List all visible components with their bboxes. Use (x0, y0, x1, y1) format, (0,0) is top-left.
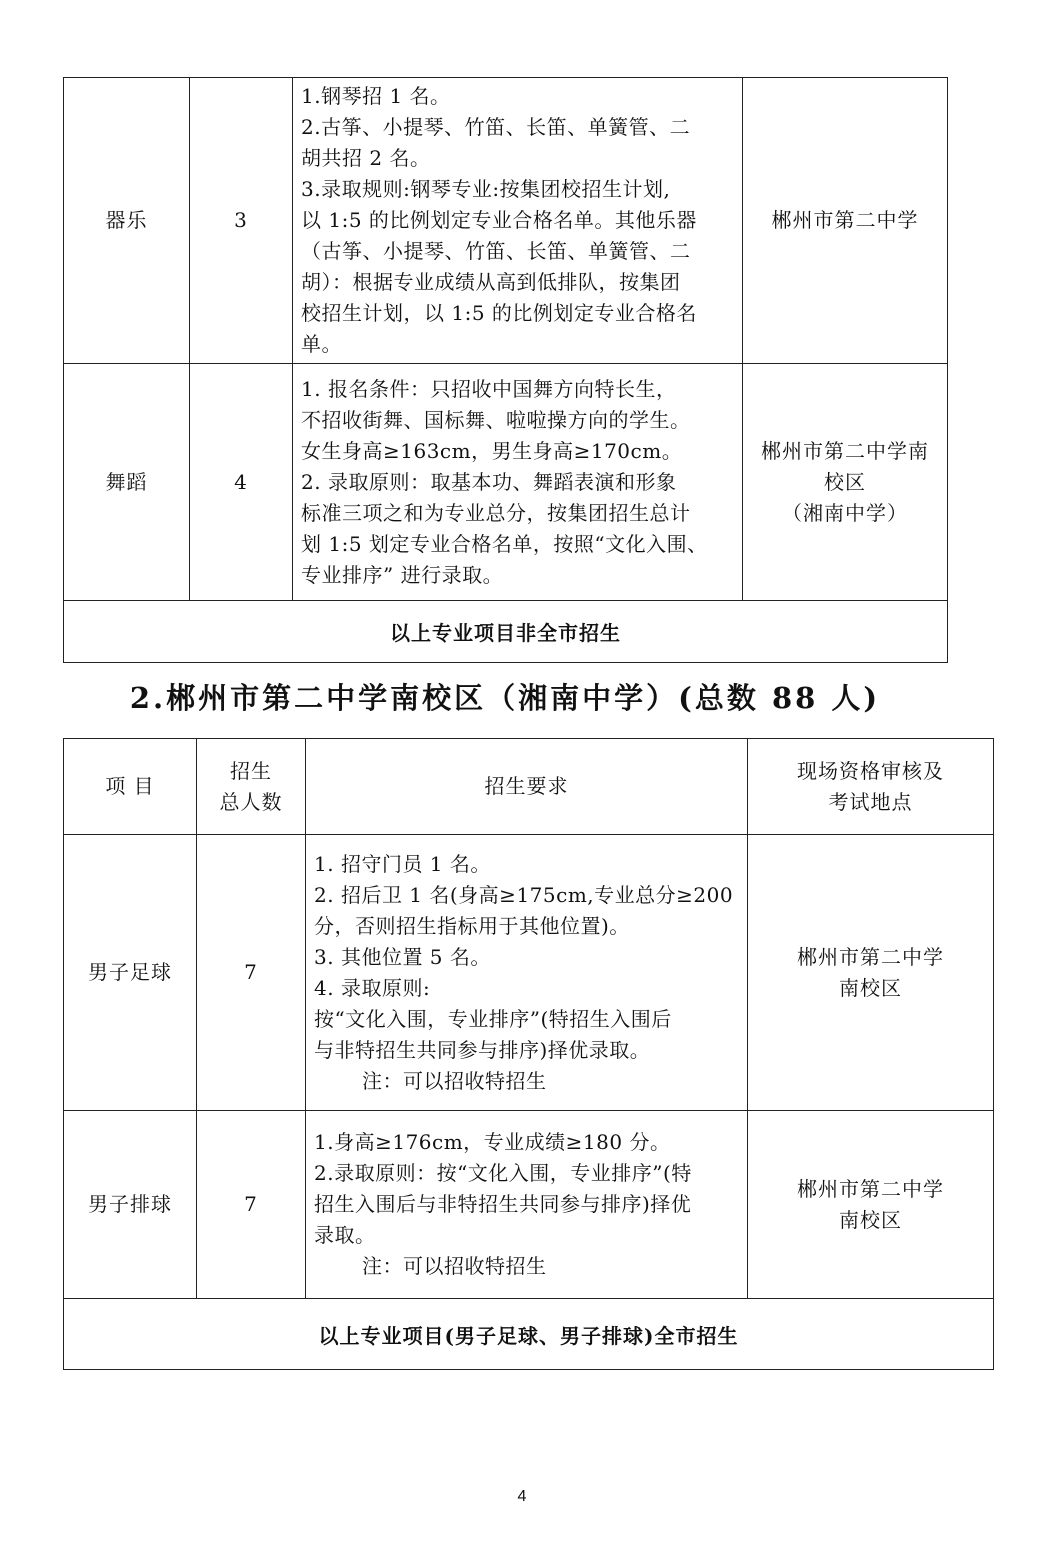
location-cell (748, 835, 994, 1111)
count-cell: 7 (197, 1111, 306, 1299)
requirement-line: 以 1:5 的比例划定专业合格名单。其他乐器 (301, 208, 697, 232)
requirements-cell (306, 835, 748, 1111)
requirement-line: 2. 招后卫 1 名(身高≥175cm,专业总分≥200 (314, 882, 734, 907)
requirement-line: 胡共招 2 名。 (301, 146, 431, 170)
requirement-line: 4. 录取原则: (314, 975, 431, 1000)
location-line: 南校区 (839, 1207, 902, 1232)
requirement-line: 校招生计划，以 1:5 的比例划定专业合格名 (301, 301, 697, 325)
requirement-line: 3.录取规则:钢琴专业:按集团校招生计划, (301, 177, 671, 201)
enrollment-table-1 (63, 77, 948, 663)
requirements-cell (293, 364, 743, 601)
project-cell: 器乐 (64, 78, 190, 364)
requirement-line: 女生身高≥163cm，男生身高≥170cm。 (301, 438, 683, 463)
location-line: （湘南中学） (782, 500, 908, 525)
header-location-line: 现场资格审核及 (797, 758, 944, 783)
requirement-line: 录取。 (314, 1223, 376, 1247)
requirement-line: 标准三项之和为专业总分，按集团招生总计 (301, 500, 691, 525)
table-footer-row (64, 601, 948, 663)
requirement-line: 2.古筝、小提琴、竹笛、长笛、单簧管、二 (301, 115, 691, 139)
requirement-line: 不招收街舞、国标舞、啦啦操方向的学生。 (301, 407, 691, 432)
requirement-line: 胡）：根据专业成绩从高到低排队，按集团 (301, 270, 681, 294)
header-requirements: 招生要求 (306, 739, 748, 835)
count-cell: 7 (197, 835, 306, 1111)
location-cell (743, 78, 948, 364)
requirement-line: 1. 报名条件：只招收中国舞方向特长生， (301, 376, 677, 401)
table-row (64, 78, 948, 364)
table-row (64, 1111, 994, 1299)
table-row (64, 364, 948, 601)
requirement-line: 3. 其他位置 5 名。 (314, 944, 491, 969)
requirement-line: 1.钢琴招 1 名。 (301, 84, 451, 108)
location-line: 郴州市第二中学南 (761, 438, 929, 463)
location-line: 南校区 (839, 975, 902, 1000)
requirement-line: 单。 (301, 332, 342, 356)
requirement-line: 分，否则招生指标用于其他位置)。 (314, 913, 630, 938)
requirement-line: 与非特招生共同参与排序)择优录取。 (314, 1037, 651, 1062)
header-location (748, 739, 994, 835)
section-heading: 2.郴州市第二中学南校区（湘南中学）(总数 88 人) (129, 681, 881, 715)
requirement-line: 划 1:5 划定专业合格名单，按照“文化入围、 (301, 531, 708, 556)
location-line: 郴州市第二中学 (771, 208, 919, 232)
location-line: 郴州市第二中学 (797, 1176, 944, 1201)
header-location-line: 考试地点 (828, 789, 913, 814)
requirement-line: 1. 招守门员 1 名。 (314, 851, 491, 876)
enrollment-table-2 (63, 738, 994, 1370)
requirements-cell (293, 78, 743, 364)
table-footer-note: 以上专业项目(男子足球、男子排球)全市招生 (64, 1299, 994, 1370)
requirement-line: 招生入围后与非特招生共同参与排序)择优 (314, 1192, 692, 1216)
project-cell: 舞蹈 (64, 364, 190, 601)
header-count (197, 739, 306, 835)
table-footer-note: 以上专业项目非全市招生 (64, 601, 948, 663)
project-cell: 男子排球 (64, 1111, 197, 1299)
requirement-line: 2.录取原则：按“文化入围，专业排序”(特 (314, 1161, 692, 1185)
location-cell (748, 1111, 994, 1299)
requirement-line: 按“文化入围，专业排序”(特招生入围后 (314, 1006, 672, 1031)
requirement-note: 注：可以招收特招生 (362, 1254, 547, 1278)
project-cell: 男子足球 (64, 835, 197, 1111)
header-count-line: 招生 (230, 758, 272, 783)
table-row (64, 835, 994, 1111)
requirement-line: 专业排序” 进行录取。 (301, 562, 504, 587)
requirement-line: 1.身高≥176cm，专业成绩≥180 分。 (314, 1130, 671, 1154)
table-footer-row (64, 1299, 994, 1370)
page-number: 4 (517, 1488, 527, 1505)
count-cell: 4 (190, 364, 293, 601)
requirements-cell (306, 1111, 748, 1299)
location-line: 校区 (824, 469, 866, 494)
location-line: 郴州市第二中学 (797, 944, 944, 969)
requirement-note: 注：可以招收特招生 (362, 1068, 547, 1093)
requirement-line: （古筝、小提琴、竹笛、长笛、单簧管、二 (301, 239, 691, 263)
requirement-line: 2. 录取原则：取基本功、舞蹈表演和形象 (301, 469, 677, 494)
location-cell (743, 364, 948, 601)
count-cell: 3 (190, 78, 293, 364)
header-project: 项 目 (64, 739, 197, 835)
header-count-line: 总人数 (219, 789, 283, 814)
table-header-row (64, 739, 994, 835)
